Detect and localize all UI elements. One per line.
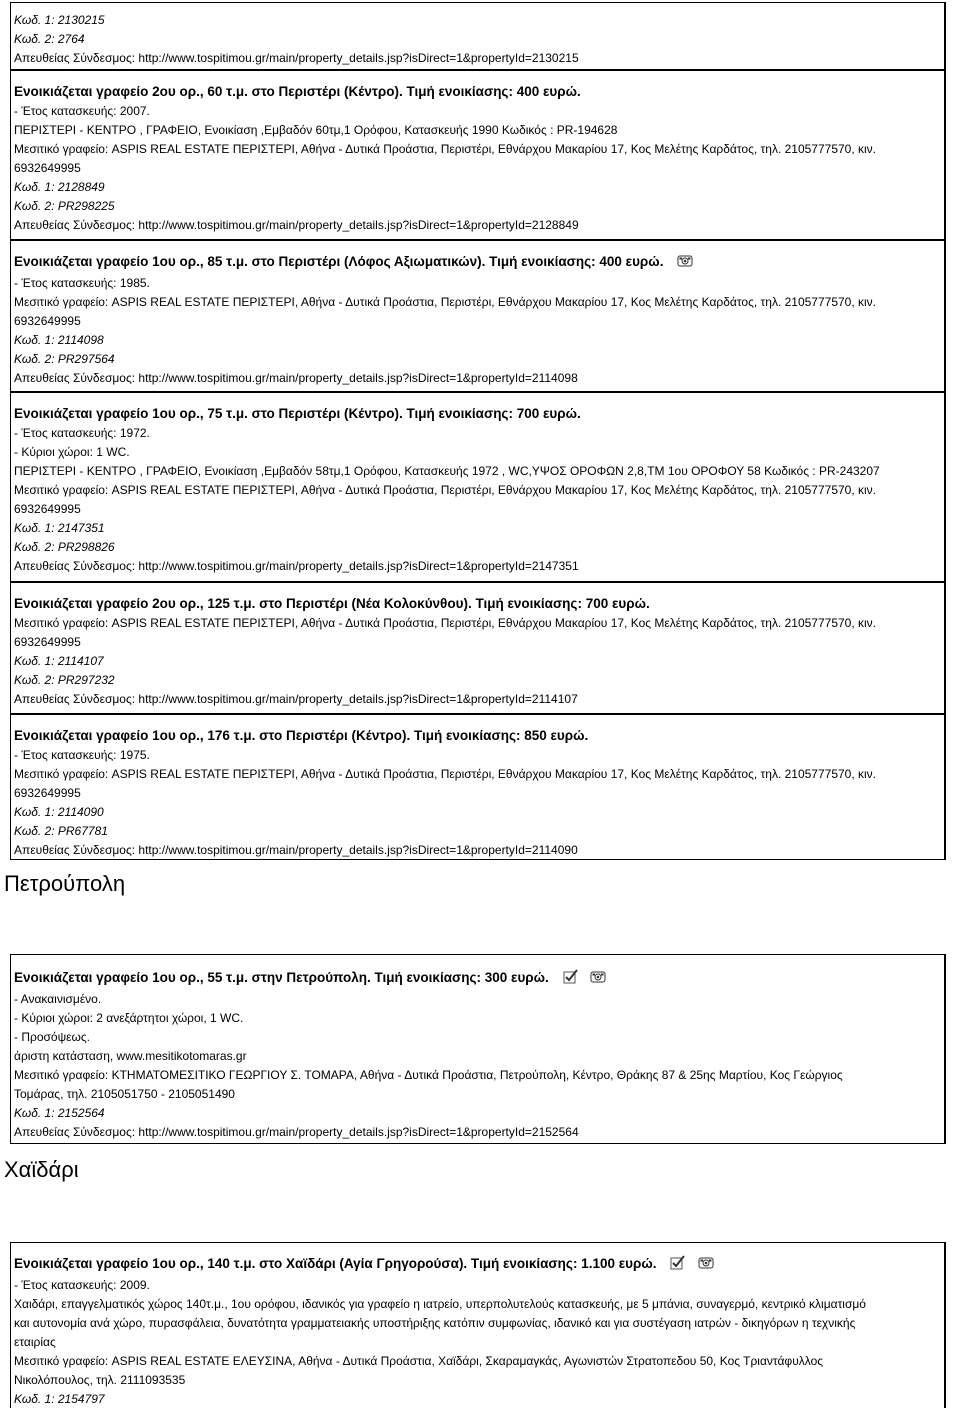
main-rooms: - Κύριοι χώροι: 1 WC. (14, 445, 130, 459)
mobile-number: 6932649995 (14, 635, 81, 649)
code-1: Κωδ. 1: 2114090 (14, 805, 104, 819)
listing-title[interactable]: Ενοικιάζεται γραφείο 1ου ορ., 176 τ.μ. στο Περιστέρι (Κέντρο). Τιμή ενοικίασης: 850 ευρώ. (14, 728, 589, 743)
mobile-number: 6932649995 (14, 161, 81, 175)
facade: - Προσόψεως. (14, 1030, 90, 1044)
code-2: Κωδ. 2: PR297232 (14, 673, 115, 687)
construction-year: - Έτος κατασκευής: 1972. (14, 426, 150, 440)
listing-title[interactable]: Ενοικιάζεται γραφείο 1ου ορ., 85 τ.μ. στο Περιστέρι (Λόφος Αξιωματικών). Τιμή ενοικίασης: 400 ευρώ. (14, 254, 664, 269)
agency-info: Μεσιτικό γραφείο: ASPIS REAL ESTATE ΠΕΡΙΣΤΕΡΙ, Αθήνα - Δυτικά Προάστια, Περιστέρι, Εθνάρχου Μακαρίου 17, Κος Μελέτης Καρδάτος, τηλ. 2105777570, κιν. (14, 616, 877, 630)
listing-note: άριστη κατάσταση, www.mesitikotomaras.gr (14, 1049, 247, 1063)
listing-title-row (14, 1253, 944, 1276)
photo-gallery-icon[interactable] (677, 253, 693, 274)
listing-block-2 (10, 240, 946, 392)
listing-description-end: εταιρίας (14, 1335, 56, 1349)
section-heading-petroupoli: Πετρούπολη (4, 871, 126, 896)
section-heading-chaidari: Χαϊδάρι (4, 1157, 79, 1182)
direct-link[interactable]: Απευθείας Σύνδεσμος: http://www.tospitimou.gr/main/property_details.jsp?isDirect=1&propertyId=2114107 (14, 692, 578, 706)
mobile-number: 6932649995 (14, 314, 81, 328)
agency-info: Μεσιτικό γραφείο: ASPIS REAL ESTATE ΕΛΕΥΣΙΝΑ, Αθήνα - Δυτικά Προάστια, Χαϊδάρι, Σκαραμαγκάς, Αγωνιστών Στρατοπεδου 50, Κος Τριαντάφυλλος (14, 1354, 824, 1368)
listing-block-0 (10, 2, 946, 70)
agency-info: Μεσιτικό γραφείο: ASPIS REAL ESTATE ΠΕΡΙΣΤΕΡΙ, Αθήνα - Δυτικά Προάστια, Περιστέρι, Εθνάρχου Μακαρίου 17, Κος Μελέτης Καρδάτος, τηλ. 2105777570, κιν. (14, 295, 877, 309)
code-1: Κωδ. 1: 2152564 (14, 1106, 105, 1120)
direct-link[interactable]: Απευθείας Σύνδεσμος: http://www.tospitimou.gr/main/property_details.jsp?isDirect=1&propertyId=2147351 (14, 559, 579, 573)
listing-title[interactable]: Ενοικιάζεται γραφείο 2ου ορ., 60 τ.μ. στο Περιστέρι (Κέντρο). Τιμή ενοικίασης: 400 ευρώ. (14, 84, 581, 99)
code-1: Κωδ. 1: 2114098 (14, 333, 104, 347)
listing-block-3 (10, 392, 946, 582)
agency-info-cont: Τομάρας, τηλ. 2105051750 - 2105051490 (14, 1087, 235, 1101)
listing-block-4 (10, 582, 946, 714)
mobile-number: 6932649995 (14, 786, 81, 800)
code-1: Κωδ. 1: 2128849 (14, 180, 105, 194)
listing-title[interactable]: Ενοικιάζεται γραφείο 1ου ορ., 55 τ.μ. στην Πετρούπολη. Τιμή ενοικίασης: 300 ευρώ. (14, 970, 549, 985)
construction-year: - Έτος κατασκευής: 1985. (14, 276, 150, 290)
photo-gallery-icon[interactable] (590, 969, 606, 990)
construction-year: - Έτος κατασκευής: 1975. (14, 748, 150, 762)
code-1: Κωδ. 1: 2114107 (14, 654, 104, 668)
code-2: Κωδ. 2: PR297564 (14, 352, 115, 366)
agency-info: Μεσιτικό γραφείο: ASPIS REAL ESTATE ΠΕΡΙΣΤΕΡΙ, Αθήνα - Δυτικά Προάστια, Περιστέρι, Εθνάρχου Μακαρίου 17, Κος Μελέτης Καρδάτος, τηλ. 2105777570, κιν. (14, 142, 877, 156)
listing-description: Χαιδάρι, επαγγελματικός χώρος 140τ.μ., 1ου ορόφου, ιδανικός για γραφείο η ιατρείο, υπερπολυτελούς κατασκευής, με 5 μπάνια, συναγερμό, κεντρικό κλιματισμό (14, 1297, 866, 1311)
construction-year: - Έτος κατασκευής: 2009. (14, 1278, 150, 1292)
listing-title[interactable]: Ενοικιάζεται γραφείο 1ου ορ., 140 τ.μ. στο Χαϊδάρι (Αγία Γρηγορούσα). Τιμή ενοικίασης: 1.100 ευρώ. (14, 1256, 657, 1271)
code-2: Κωδ. 2: 2764 (14, 32, 85, 46)
agency-info: Μεσιτικό γραφείο: ΚΤΗΜΑΤΟΜΕΣΙΤΙΚΟ ΓΕΩΡΓΙΟΥ Σ. ΤΟΜΑΡΑ, Αθήνα - Δυτικά Προάστια, Πετρούπολη, Κέντρο, Θράκης 87 & 25ης Μαρτίου, Κος Γεώργιος (14, 1068, 843, 1082)
agency-info: Μεσιτικό γραφείο: ASPIS REAL ESTATE ΠΕΡΙΣΤΕΡΙ, Αθήνα - Δυτικά Προάστια, Περιστέρι, Εθνάρχου Μακαρίου 17, Κος Μελέτης Καρδάτος, τηλ. 2105777570, κιν. (14, 483, 877, 497)
listing-block-1 (10, 70, 946, 240)
listing-description: ΠΕΡΙΣΤΕΡΙ - ΚΕΝΤΡΟ , ΓΡΑΦΕΙΟ, Ενοικίαση ,Εμβαδόν 58τμ,1 Ορόφου, Κατασκευής 1972 , WC,ΥΨΟΣ ΟΡΟΦΩΝ 2,8,ΤΜ 1ου ΟΡΟΦΟΥ 58 Κωδικός : PR-243207 (14, 464, 880, 478)
listing-description-cont: και αυτονομία ανά χώρο, πυρασφάλεια, δυνατότητα γραμματειακής υποστήριξης κατόπιν συμφωνίας, ιδανικό και για συστέγαση ιατρών - δικηγόρων η τεχνικής (14, 1316, 856, 1330)
direct-link[interactable]: Απευθείας Σύνδεσμος: http://www.tospitimou.gr/main/property_details.jsp?isDirect=1&propertyId=2114098 (14, 371, 578, 385)
listing-block-6 (10, 954, 946, 1144)
code-2: Κωδ. 2: PR298826 (14, 540, 115, 554)
checkmark-icon (670, 1255, 686, 1276)
agency-info: Μεσιτικό γραφείο: ASPIS REAL ESTATE ΠΕΡΙΣΤΕΡΙ, Αθήνα - Δυτικά Προάστια, Περιστέρι, Εθνάρχου Μακαρίου 17, Κος Μελέτης Καρδάτος, τηλ. 2105777570, κιν. (14, 767, 877, 781)
listing-title-row (14, 251, 944, 274)
photo-gallery-icon[interactable] (698, 1255, 714, 1276)
direct-link[interactable]: Απευθείας Σύνδεσμος: http://www.tospitimou.gr/main/property_details.jsp?isDirect=1&propertyId=2114090 (14, 843, 578, 857)
code-2: Κωδ. 2: PR67781 (14, 824, 108, 838)
listing-title[interactable]: Ενοικιάζεται γραφείο 2ου ορ., 125 τ.μ. στο Περιστέρι (Νέα Κολοκύνθου). Τιμή ενοικίασης: 700 ευρώ. (14, 596, 650, 611)
code-2: Κωδ. 2: PR298225 (14, 199, 115, 213)
code-1: Κωδ. 1: 2147351 (14, 521, 105, 535)
listing-title-row (14, 967, 944, 990)
main-rooms: - Κύριοι χώροι: 2 ανεξάρτητοι χώροι, 1 WC. (14, 1011, 244, 1025)
direct-link[interactable]: Απευθείας Σύνδεσμος: http://www.tospitimou.gr/main/property_details.jsp?isDirect=1&propertyId=2128849 (14, 218, 579, 232)
code-1: Κωδ. 1: 2154797 (14, 1392, 105, 1406)
renovated: - Ανακαινισμένο. (14, 992, 102, 1006)
construction-year: - Έτος κατασκευής: 2007. (14, 104, 150, 118)
code-1: Κωδ. 1: 2130215 (14, 13, 105, 27)
mobile-number: 6932649995 (14, 502, 81, 516)
direct-link[interactable]: Απευθείας Σύνδεσμος: http://www.tospitimou.gr/main/property_details.jsp?isDirect=1&propertyId=2130215 (14, 51, 579, 65)
direct-link[interactable]: Απευθείας Σύνδεσμος: http://www.tospitimou.gr/main/property_details.jsp?isDirect=1&propertyId=2152564 (14, 1125, 579, 1139)
listing-block-7 (10, 1242, 946, 1408)
listing-description: ΠΕΡΙΣΤΕΡΙ - ΚΕΝΤΡΟ , ΓΡΑΦΕΙΟ, Ενοικίαση ,Εμβαδόν 60τμ,1 Ορόφου, Κατασκευής 1990 Κωδικός : PR-194628 (14, 123, 618, 137)
listing-block-5 (10, 714, 946, 860)
agency-info-cont: Νικολόπουλος, τηλ. 2111093535 (14, 1373, 186, 1387)
listing-title[interactable]: Ενοικιάζεται γραφείο 1ου ορ., 75 τ.μ. στο Περιστέρι (Κέντρο). Τιμή ενοικίασης: 700 ευρώ. (14, 406, 581, 421)
checkmark-icon (563, 969, 579, 990)
